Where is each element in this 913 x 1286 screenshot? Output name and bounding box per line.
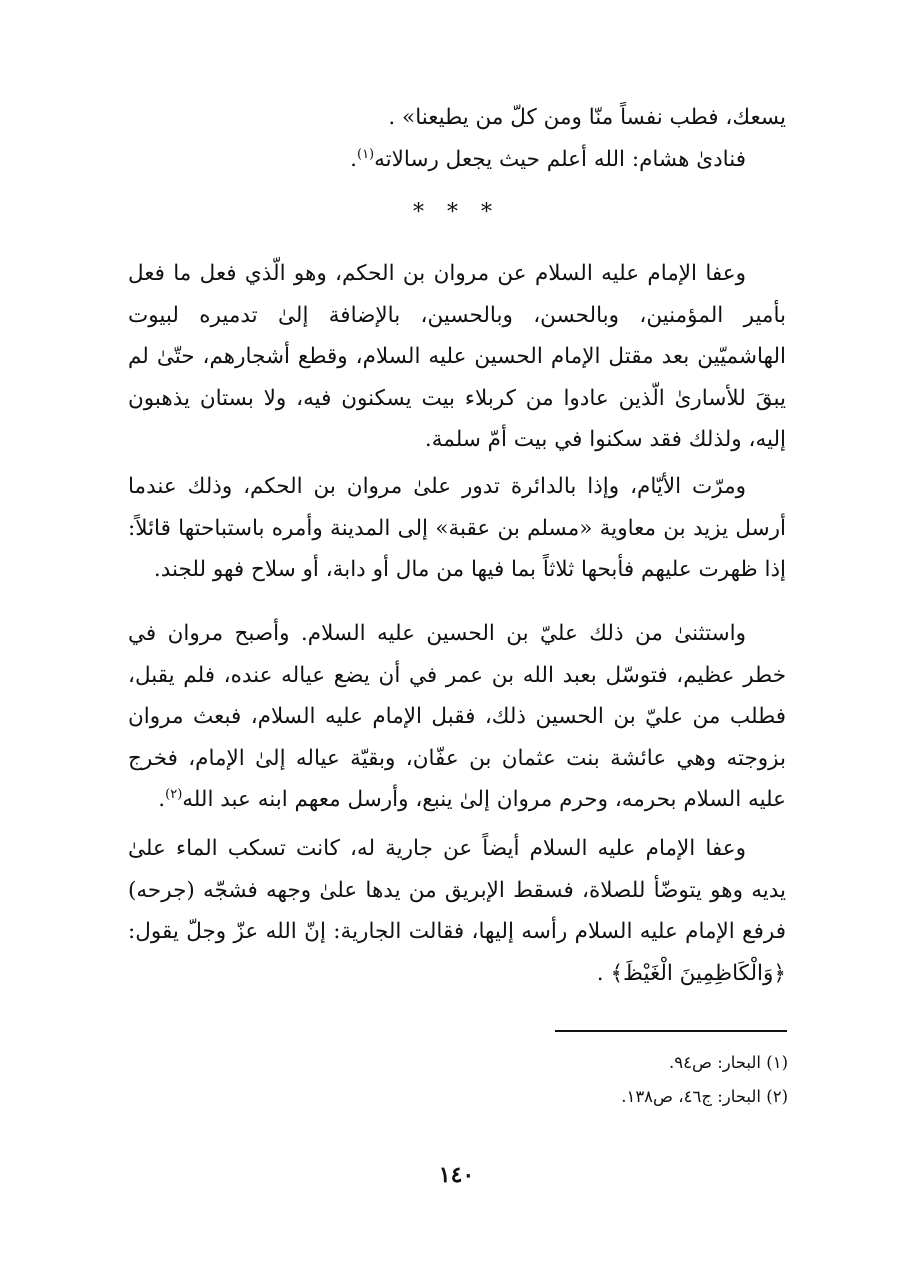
- paragraph-3: [128, 613, 786, 821]
- opening-lines: [128, 97, 786, 180]
- footnotes: [400, 1046, 788, 1114]
- page-number: ١٤٠: [438, 1162, 475, 1188]
- paragraph-1: وعفا الإمام عليه السلام عن مروان بن الحكم، وهو الّذي فعل ما فعل بأمير المؤمنين، وبالحسن، وبالحسين، بالإضافة إلىٰ تدميره لبيوت الهاشميّين بعد مقتل الإمام الحسين عليه السلام، وقطع أشجارهم، حتّىٰ لم يبقَ للأسارىٰ الّذين عادوا من كربلاء بيت يسكنون فيه، ولا بستان يذهبون إليه، ولذلك فقد سكنوا في بيت أمّ سلمة.: [128, 261, 786, 452]
- footnote-divider: [555, 1030, 787, 1032]
- paragraph-2-block: [128, 466, 786, 591]
- paragraph-1-block: [128, 253, 786, 461]
- footnote-ref-1: (١): [356, 146, 375, 162]
- section-separator: * * *: [413, 200, 500, 225]
- opening-line-2-text: فنادىٰ هشام: الله أعلم حيث يجعل رسالاته: [374, 146, 746, 172]
- footnote-1: (١) البحار: ص٩٤.: [669, 1053, 788, 1072]
- paragraph-3-text: واستثنىٰ من ذلك عليّ بن الحسين عليه السلام. وأصبح مروان في خطر عظيم، فتوسّل بعبد الله بن عمر في أن يضع عياله عنده، فلم يقبل، فطلب من عليّ بن الحسين ذلك، فقبل الإمام عليه السلام، فبعث مروان بزوجته وهي عائشة بنت عثمان بن عفّان، وبقيّة عياله إلىٰ الإمام، فخرج عليه السلام بحرمه، وحرم مروان إلىٰ ينبع، وأرسل معهم ابنه عبد الله: [128, 621, 786, 812]
- paragraph-4: وعفا الإمام عليه السلام أيضاً عن جارية له، كانت تسكب الماء علىٰ يديه وهو يتوضّأ للصلاة، فسقط الإبريق من يدها علىٰ وجهه فشجّه (جرحه) فرفع الإمام عليه السلام رأسه إليها، فقالت الجارية: إنّ الله عزّ وجلّ يقول: ﴿وَالْكَاظِمِينَ الْغَيْظَ﴾ .: [128, 836, 786, 986]
- paragraph-2: ومرّت الأيّام، وإذا بالدائرة تدور علىٰ مروان بن الحكم، وذلك عندما أرسل يزيد بن معاوية «مسلم بن عقبة» إلى المدينة وأمره باستباحتها قائلاً: إذا ظهرت عليهم فأبحها ثلاثاً بما فيها من مال أو دابة، أو سلاح فهو للجند.: [128, 474, 786, 582]
- opening-line-1: يسعك، فطب نفساً منّا ومن كلّ من يطيعنا» .: [388, 105, 786, 130]
- paragraph-3-block: [128, 613, 786, 821]
- opening-line-2: [128, 139, 786, 181]
- opening-line-2-tail: .: [350, 146, 357, 172]
- footnote-2: (٢) البحار: ج٤٦، ص١٣٨.: [621, 1087, 788, 1106]
- footnote-ref-2: (٢): [165, 786, 183, 802]
- paragraph-4-block: [128, 828, 786, 994]
- paragraph-3-tail: .: [158, 787, 166, 812]
